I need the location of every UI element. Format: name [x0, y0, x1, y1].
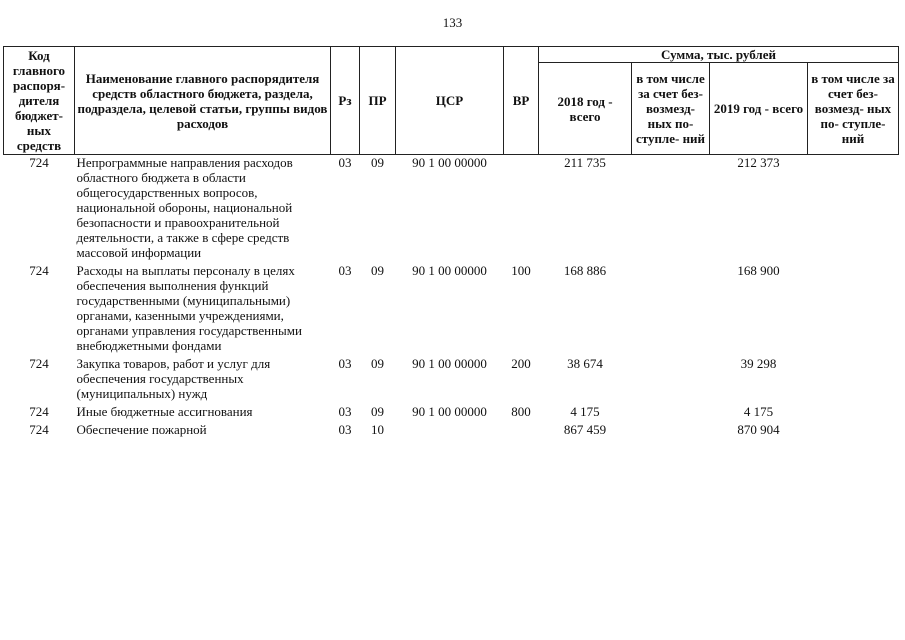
cell-vr [504, 422, 539, 440]
cell-pr: 09 [371, 404, 384, 419]
cell-2019-free [808, 404, 899, 422]
cell-2019-total: 168 900 [737, 263, 780, 278]
cell-rz: 03 [338, 263, 352, 278]
cell-name: Расходы на выплаты персоналу в целях обеспечения выполнения функций государственными (муниципальными) органами, казенными учреждениями, органами управления государственными внебюджетными фондами [76, 263, 302, 353]
cell-2019-total: 212 373 [737, 155, 780, 170]
table-body [4, 155, 899, 441]
cell-vr: 200 [511, 356, 531, 371]
cell-vr: 800 [511, 404, 531, 419]
cell-code: 724 [29, 422, 49, 437]
header-pr: ПР [360, 47, 396, 155]
table-row [4, 422, 899, 440]
cell-2019-free [808, 155, 899, 264]
header-csr: ЦСР [396, 47, 504, 155]
header-2019-free: в том числе за счет без- возмезд- ных по- ступле- ний [808, 63, 899, 155]
table-row [4, 155, 899, 264]
header-2018-free: в том числе за счет без- возмезд- ных по- ступле- ний [632, 63, 710, 155]
header-2018-total: 2018 год - всего [539, 63, 632, 155]
table-row [4, 404, 899, 422]
cell-2019-total: 39 298 [740, 356, 777, 371]
cell-2019-total: 870 904 [737, 422, 780, 437]
cell-code: 724 [29, 263, 49, 278]
cell-2019-free [808, 356, 899, 404]
cell-csr: 90 1 00 00000 [412, 404, 487, 419]
header-2019-total: 2019 год - всего [710, 63, 808, 155]
page-number: 133 [442, 15, 463, 30]
cell-2018-free [632, 404, 710, 422]
header-name: Наименование главного распорядителя средств областного бюджета, раздела, подраздела, целевой статьи, группы видов расходов [75, 47, 331, 155]
header-rz: Рз [331, 47, 360, 155]
header-sum-group: Сумма, тыс. рублей [539, 47, 899, 63]
cell-2018-free [632, 356, 710, 404]
cell-pr: 09 [371, 263, 384, 278]
cell-pr: 09 [371, 155, 384, 170]
table-row [4, 263, 899, 356]
cell-csr: 90 1 00 00000 [412, 155, 487, 170]
cell-2019-free [808, 263, 899, 356]
cell-name: Закупка товаров, работ и услуг для обеспечения государственных (муниципальных) нужд [76, 356, 271, 401]
header-code: Код главного распоря- дителя бюджет- ных средств [4, 47, 75, 155]
header-vr: ВР [504, 47, 539, 155]
cell-2018-free [632, 422, 710, 440]
cell-name: Иные бюджетные ассигнования [76, 404, 253, 419]
header-row-1 [4, 47, 899, 63]
cell-rz: 03 [338, 404, 352, 419]
cell-2019-total: 4 175 [743, 404, 774, 419]
cell-2018-total: 867 459 [563, 422, 607, 437]
cell-2018-free [632, 155, 710, 264]
cell-2019-free [808, 422, 899, 440]
cell-code: 724 [29, 155, 49, 170]
cell-rz: 03 [338, 422, 352, 437]
cell-2018-free [632, 263, 710, 356]
cell-csr: 90 1 00 00000 [412, 356, 487, 371]
cell-vr: 100 [511, 263, 531, 278]
cell-csr: 90 1 00 00000 [412, 263, 487, 278]
cell-name: Обеспечение пожарной [76, 422, 207, 437]
cell-vr [504, 155, 539, 264]
cell-2018-total: 38 674 [567, 356, 603, 371]
cell-rz: 03 [338, 356, 352, 371]
cell-pr: 10 [371, 422, 384, 437]
cell-2018-total: 211 735 [564, 155, 606, 170]
cell-rz: 03 [338, 155, 352, 170]
cell-pr: 09 [371, 356, 384, 371]
cell-code: 724 [29, 404, 49, 419]
table-header [4, 47, 899, 155]
table-row [4, 356, 899, 404]
budget-table [3, 46, 899, 440]
cell-2018-total: 168 886 [563, 263, 607, 278]
cell-name: Непрограммные направления расходов областного бюджета в области общегосударственных вопросов, национальной обороны, национальной безопасности и правоохранительной деятельности, а также в сфере средств массовой информации [76, 155, 293, 260]
cell-csr [396, 422, 504, 440]
cell-2018-total: 4 175 [570, 404, 600, 419]
cell-code: 724 [29, 356, 49, 371]
